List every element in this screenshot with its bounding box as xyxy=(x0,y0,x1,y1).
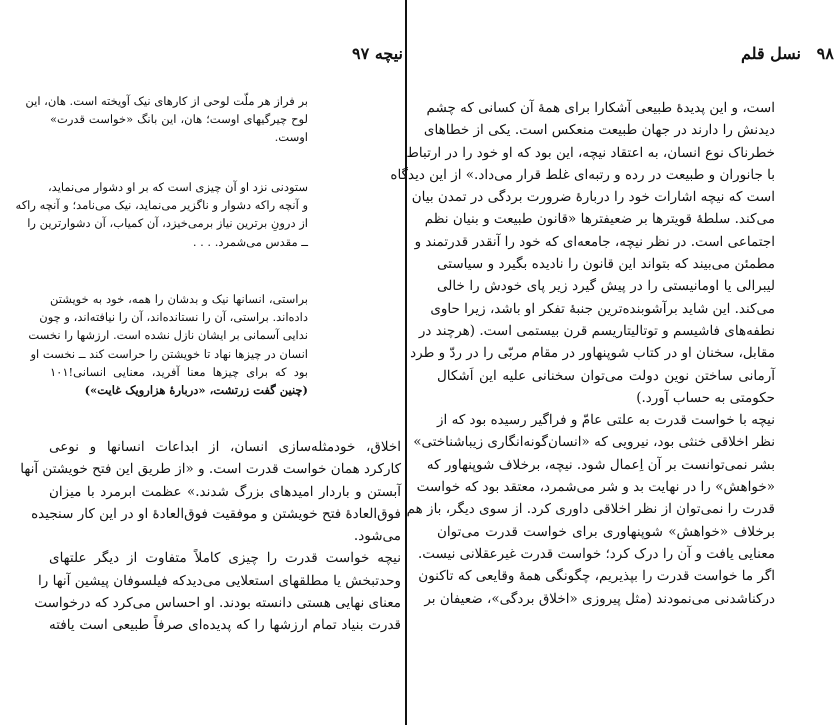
text-line: مقابل، سخنان او در کتاب شوپنهاور در مقام مربّی را در ردّ و طرد xyxy=(410,345,775,362)
left-page xyxy=(0,0,405,725)
quote-block-1 xyxy=(25,92,308,147)
text-line: معنایی یافت و آن را درک کرد؛ خواست قدرت غیرعقلانی نیست. xyxy=(417,545,775,562)
text-line: بشر نمی‌توانست بر آن اِعمال شود. نیچه، برخلاف شوپنهاور که xyxy=(426,456,775,473)
text-line: می‌شود. xyxy=(353,528,401,545)
right-body-text xyxy=(390,97,775,610)
quote-citation: (چنین گفت زرتشت، «دربارهٔ هزارویک غایت») xyxy=(84,383,308,398)
text-line: وحدتبخش یا مطلقهای استعلایی می‌دیدکه فیلسوفان پیشین آنها را xyxy=(38,572,401,589)
text-line: کارکرد همان خواست قدرت است. و «از طریق این فتح خویشتن آنها xyxy=(20,461,401,478)
left-body-text xyxy=(20,436,401,637)
text-line: آرمانی ساختن نوین دولت می‌توان سخنانی علیه این اَشکال xyxy=(437,367,775,384)
right-page xyxy=(390,0,834,725)
text-line: اگر ما خواست قدرت را بپذیریم، چگونگی همهٔ وقایعی که تاکنون xyxy=(418,568,775,585)
text-line: مطمئن می‌بیند که بتواند این قانون را نادیده بگیرد و سیاستی xyxy=(437,256,775,273)
left-page-header xyxy=(342,44,403,63)
quote-line: ندایی آسمانی بر ایشان نازل نشده است. ارزشها را نخست xyxy=(28,328,308,343)
quote-line: ــ مقدس می‌شمرد. . . . xyxy=(192,234,308,249)
quote-line: و آنچه راکه دشوار و ناگزیر می‌نماید، نیک می‌نامد؛ و آنچه راکه xyxy=(15,198,308,213)
quote-line: اوست. xyxy=(274,130,308,145)
right-page-number: ۹۸ xyxy=(816,44,834,63)
left-page-number: ۹۷ xyxy=(352,44,370,63)
text-line: اخلاق، خودمثله‌سازی انسان، از ابداعات انسانها و نوعی xyxy=(49,439,401,455)
quote-line: داده‌اند. براستی، آن را نستانده‌اند، آن را نیافته‌اند، و چون xyxy=(39,310,308,325)
text-line: می‌کند. سلطهٔ قویترها بر ضعیفترها «قانون طبیعت و بنیان نظم xyxy=(424,211,775,228)
right-header-title: نسل قلم xyxy=(741,44,802,63)
text-line: خطرناک نوع انسان، به اعتقاد نیچه، این بود که او خود را در ارتباط xyxy=(406,144,775,161)
left-header-title: نیچه xyxy=(374,44,403,63)
text-line: آبستن و باردار امیدهای بزرگ شدند.» عظمت ابرمرد با میزان xyxy=(49,483,401,500)
quote-line: بود که برای چیزها معنا آفرید، معنایی انسانی!۱۰۱ xyxy=(50,364,308,379)
text-line: قدرت بنیاد تمام ارزشها را که پدیده‌ای صرفاً طبیعی است یافته xyxy=(49,617,401,634)
text-line: درکناشدنی می‌نمودند (مثل پیروزی «اخلاق بردگی»، ضعیفان بر xyxy=(424,590,775,607)
text-line: نیچه با خواست قدرت به علتی عامّ و فراگیر رسیده بود که از xyxy=(437,412,775,429)
text-line: دیدنش را دارند در جهان طبیعت منعکس است. یکی از خطاهای xyxy=(423,122,775,139)
quote-block-2 xyxy=(15,178,308,251)
text-line: لیبرالی یا اومانیستی را در پیش گیرد زیر پای خودش را خالی xyxy=(437,278,775,295)
quote-line: بر فراز هر ملّت لوحی از کارهای نیک آویخته است. هان، این xyxy=(25,94,308,108)
quote-line: ستودنی نزد او آن چیزی است که بر او دشوار می‌نماید، xyxy=(47,180,308,194)
text-line: «خواهش» را در نهایت بد و شر می‌شمرد، معتقد بود که خواست xyxy=(416,479,775,496)
text-line: برخلاف «خواهش» شوپنهاوری برای خواست قدرت می‌توان xyxy=(437,523,775,540)
text-line: با جانوران و طبیعت در رده و رتبه‌ای غلط قرار می‌داد.» از این دیدگاه xyxy=(390,166,775,183)
text-line: فوق‌العادهٔ فتح خویشتن و موفقیت فوق‌العادهٔ او در این کار سنجیده xyxy=(31,505,401,522)
text-line: نطفه‌های فاشیسم و توتالیتاریسم قرن بیستمی است. (هرچند در xyxy=(418,322,775,339)
text-line: نظر اخلاقی خنثی بود، نیرویی که «انسان‌گونه‌انگاری زیباشناختی» xyxy=(413,434,775,451)
text-line: است، و این پدیدهٔ طبیعی آشکارا برای همهٔ آن کسانی که چشم xyxy=(426,100,775,116)
text-line: است که نیچه اشارات خود را دربارهٔ ضرورت بردگی در تمدن بیان xyxy=(411,189,775,206)
text-line: اجتماعی است. در نظر نیچه، جامعه‌ای که خود را آنقدر قدرتمند و xyxy=(414,233,775,250)
quote-line: از درونِ برترین نیاز برمی‌خیزد، آن کمیاب، آن دشوارترین را xyxy=(27,216,308,231)
quote-block-3 xyxy=(28,290,308,399)
text-line: قدرت را نمی‌توان از نظر اخلاقی داوری کرد. از سوی دیگر، باز هم xyxy=(406,501,775,518)
text-line: نیچه خواست قدرت را چیزی کاملاً متفاوت از دیگر علتهای xyxy=(49,550,401,567)
right-page-header xyxy=(741,44,834,63)
quote-line: لوح چیرگیهای اوست؛ هان، این بانگ «خواست قدرت» xyxy=(50,112,308,127)
text-line: حکومتی به حساب آورد.) xyxy=(636,389,775,406)
quote-line: براستی، انسانها نیک و بدشان را همه، خود به خویشتن xyxy=(50,292,308,306)
text-line: معنای نهایی هستی دانسته بودند. او احساس می‌کرد که درخواست xyxy=(34,595,401,612)
quote-line: انسان در چیزها نهاد تا خویشتن را حراست کند ــ نخست او xyxy=(30,346,308,361)
text-line: می‌کند. این شاید برآشوبنده‌ترین جنبهٔ تفکر او باشد، زیرا حاوی xyxy=(430,300,775,317)
